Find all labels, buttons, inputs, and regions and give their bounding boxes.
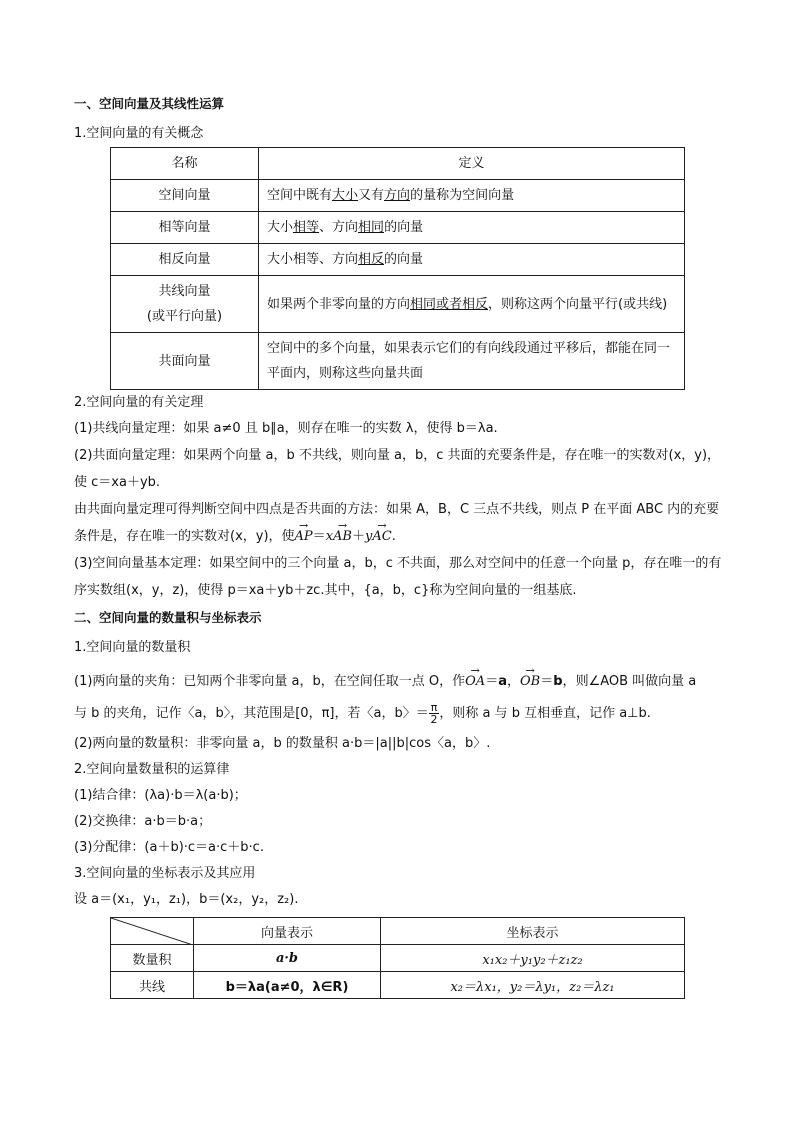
table-row [111, 945, 685, 972]
row-name: 空间向量 [111, 180, 259, 212]
table-header-row [111, 918, 685, 945]
concept-table [110, 147, 685, 390]
law-associative: (1)结合律：(λa)·b＝λ(a·b)； [74, 788, 247, 803]
table-header-vec: 向量表示 [194, 918, 381, 945]
row-vec: b＝λa(a≠0，λ∈R) [194, 972, 381, 999]
law-distributive: (3)分配律：(a＋b)·c＝a·c＋b·c. [74, 840, 264, 855]
basis-theorem: (3)空间向量基本定理：如果空间中的三个向量 a，b，c 不共面，那么对空间中的任意一个向量 p，存在唯一的有序实数组(x，y，z)，使得 p＝xa＋yb＋zc.其中，{a，b，c}称为空间向量的一组基底. [74, 556, 722, 598]
angle-definition: (1)两向量的夹角：已知两个非零向量 a，b，在空间任取一点 O，作→ OA＝a，→ OB＝b，则∠AOB 叫做向量 a [74, 667, 724, 697]
coplanar-method: 由共面向量定理可得判断空间中四点是否共面的方法：如果 A，B，C 三点不共线，则点 P 在平面 ABC 内的充要条件是，存在唯一的实数对(x，y)，使→ AP＝x→ AB＋y→ AC. [74, 496, 724, 550]
row-name: 数量积 [111, 945, 194, 972]
angle-range: 与 b 的夹角，记作〈a，b〉，其范围是[0，π]，若〈a，b〉＝ $\frac{\pi}{2}$ ，则称 a 与 b 互相垂直，记作 a⊥b. [74, 701, 651, 726]
row-coord: x₂＝λx₁，y₂＝λy₁，z₂＝λz₁ [381, 972, 685, 999]
table-header-row [111, 148, 685, 180]
section1-sub1: 1.空间向量的有关概念 [74, 126, 204, 141]
row-def: 空间中既有大小又有方向的量称为空间向量 [259, 180, 685, 212]
table-header-coord: 坐标表示 [381, 918, 685, 945]
row-name: 共面向量 [111, 333, 259, 390]
section1-title: 一、空间向量及其线性运算 [74, 96, 225, 111]
collinear-theorem: (1)共线向量定理：如果 a≠0 且 b∥a，则存在唯一的实数 λ，使得 b＝λa. [74, 421, 498, 436]
table-header-name: 名称 [111, 148, 259, 180]
diagonal-line [111, 918, 193, 945]
table-row [111, 180, 685, 212]
row-def: 如果两个非零向量的方向相同或者相反，则称这两个向量平行(或共线) [259, 276, 685, 333]
table-row [111, 244, 685, 276]
section2-sub3: 3.空间向量的坐标表示及其应用 [74, 866, 256, 881]
coordinate-setup: 设 a＝(x₁，y₁，z₁)，b＝(x₂，y₂，z₂). [74, 892, 299, 907]
row-name: 相反向量 [111, 244, 259, 276]
diagonal-header-cell [111, 918, 194, 945]
row-name: 相等向量 [111, 212, 259, 244]
coplanar-theorem: (2)共面向量定理：如果两个向量 a，b 不共线，则向量 a，b，c 共面的充要条件是，存在唯一的实数对(x，y)，使 c＝xa＋yb. [74, 448, 721, 490]
section2-sub1: 1.空间向量的数量积 [74, 640, 191, 655]
table-row [111, 333, 685, 390]
row-coord: x₁x₂＋y₁y₂＋z₁z₂ [381, 945, 685, 972]
row-name: 共线 [111, 972, 194, 999]
table-row [111, 276, 685, 333]
section1-sub2: 2.空间向量的有关定理 [74, 395, 204, 410]
row-def: 空间中的多个向量，如果表示它们的有向线段通过平移后，都能在同一平面内，则称这些向量共面 [259, 333, 685, 390]
section2-title: 二、空间向量的数量积与坐标表示 [74, 610, 262, 625]
law-commutative: (2)交换律：a·b＝b·a； [74, 814, 212, 829]
coordinate-table [110, 917, 685, 999]
pi-over-2-fraction: $\frac{\pi}{2}$ [430, 701, 438, 726]
row-def: 大小相等、方向相反的向量 [259, 244, 685, 276]
table-row [111, 972, 685, 999]
row-def: 大小相等、方向相同的向量 [259, 212, 685, 244]
section2-sub2: 2.空间向量数量积的运算律 [74, 762, 230, 777]
table-header-def: 定义 [259, 148, 685, 180]
table-row [111, 212, 685, 244]
row-name: 共线向量 (或平行向量) [111, 276, 259, 333]
dot-product-definition: (2)两向量的数量积：非零向量 a，b 的数量积 a·b＝|a||b|cos〈a，b〉. [74, 736, 491, 751]
row-vec: a·b [194, 945, 381, 972]
document-page [74, 94, 724, 999]
